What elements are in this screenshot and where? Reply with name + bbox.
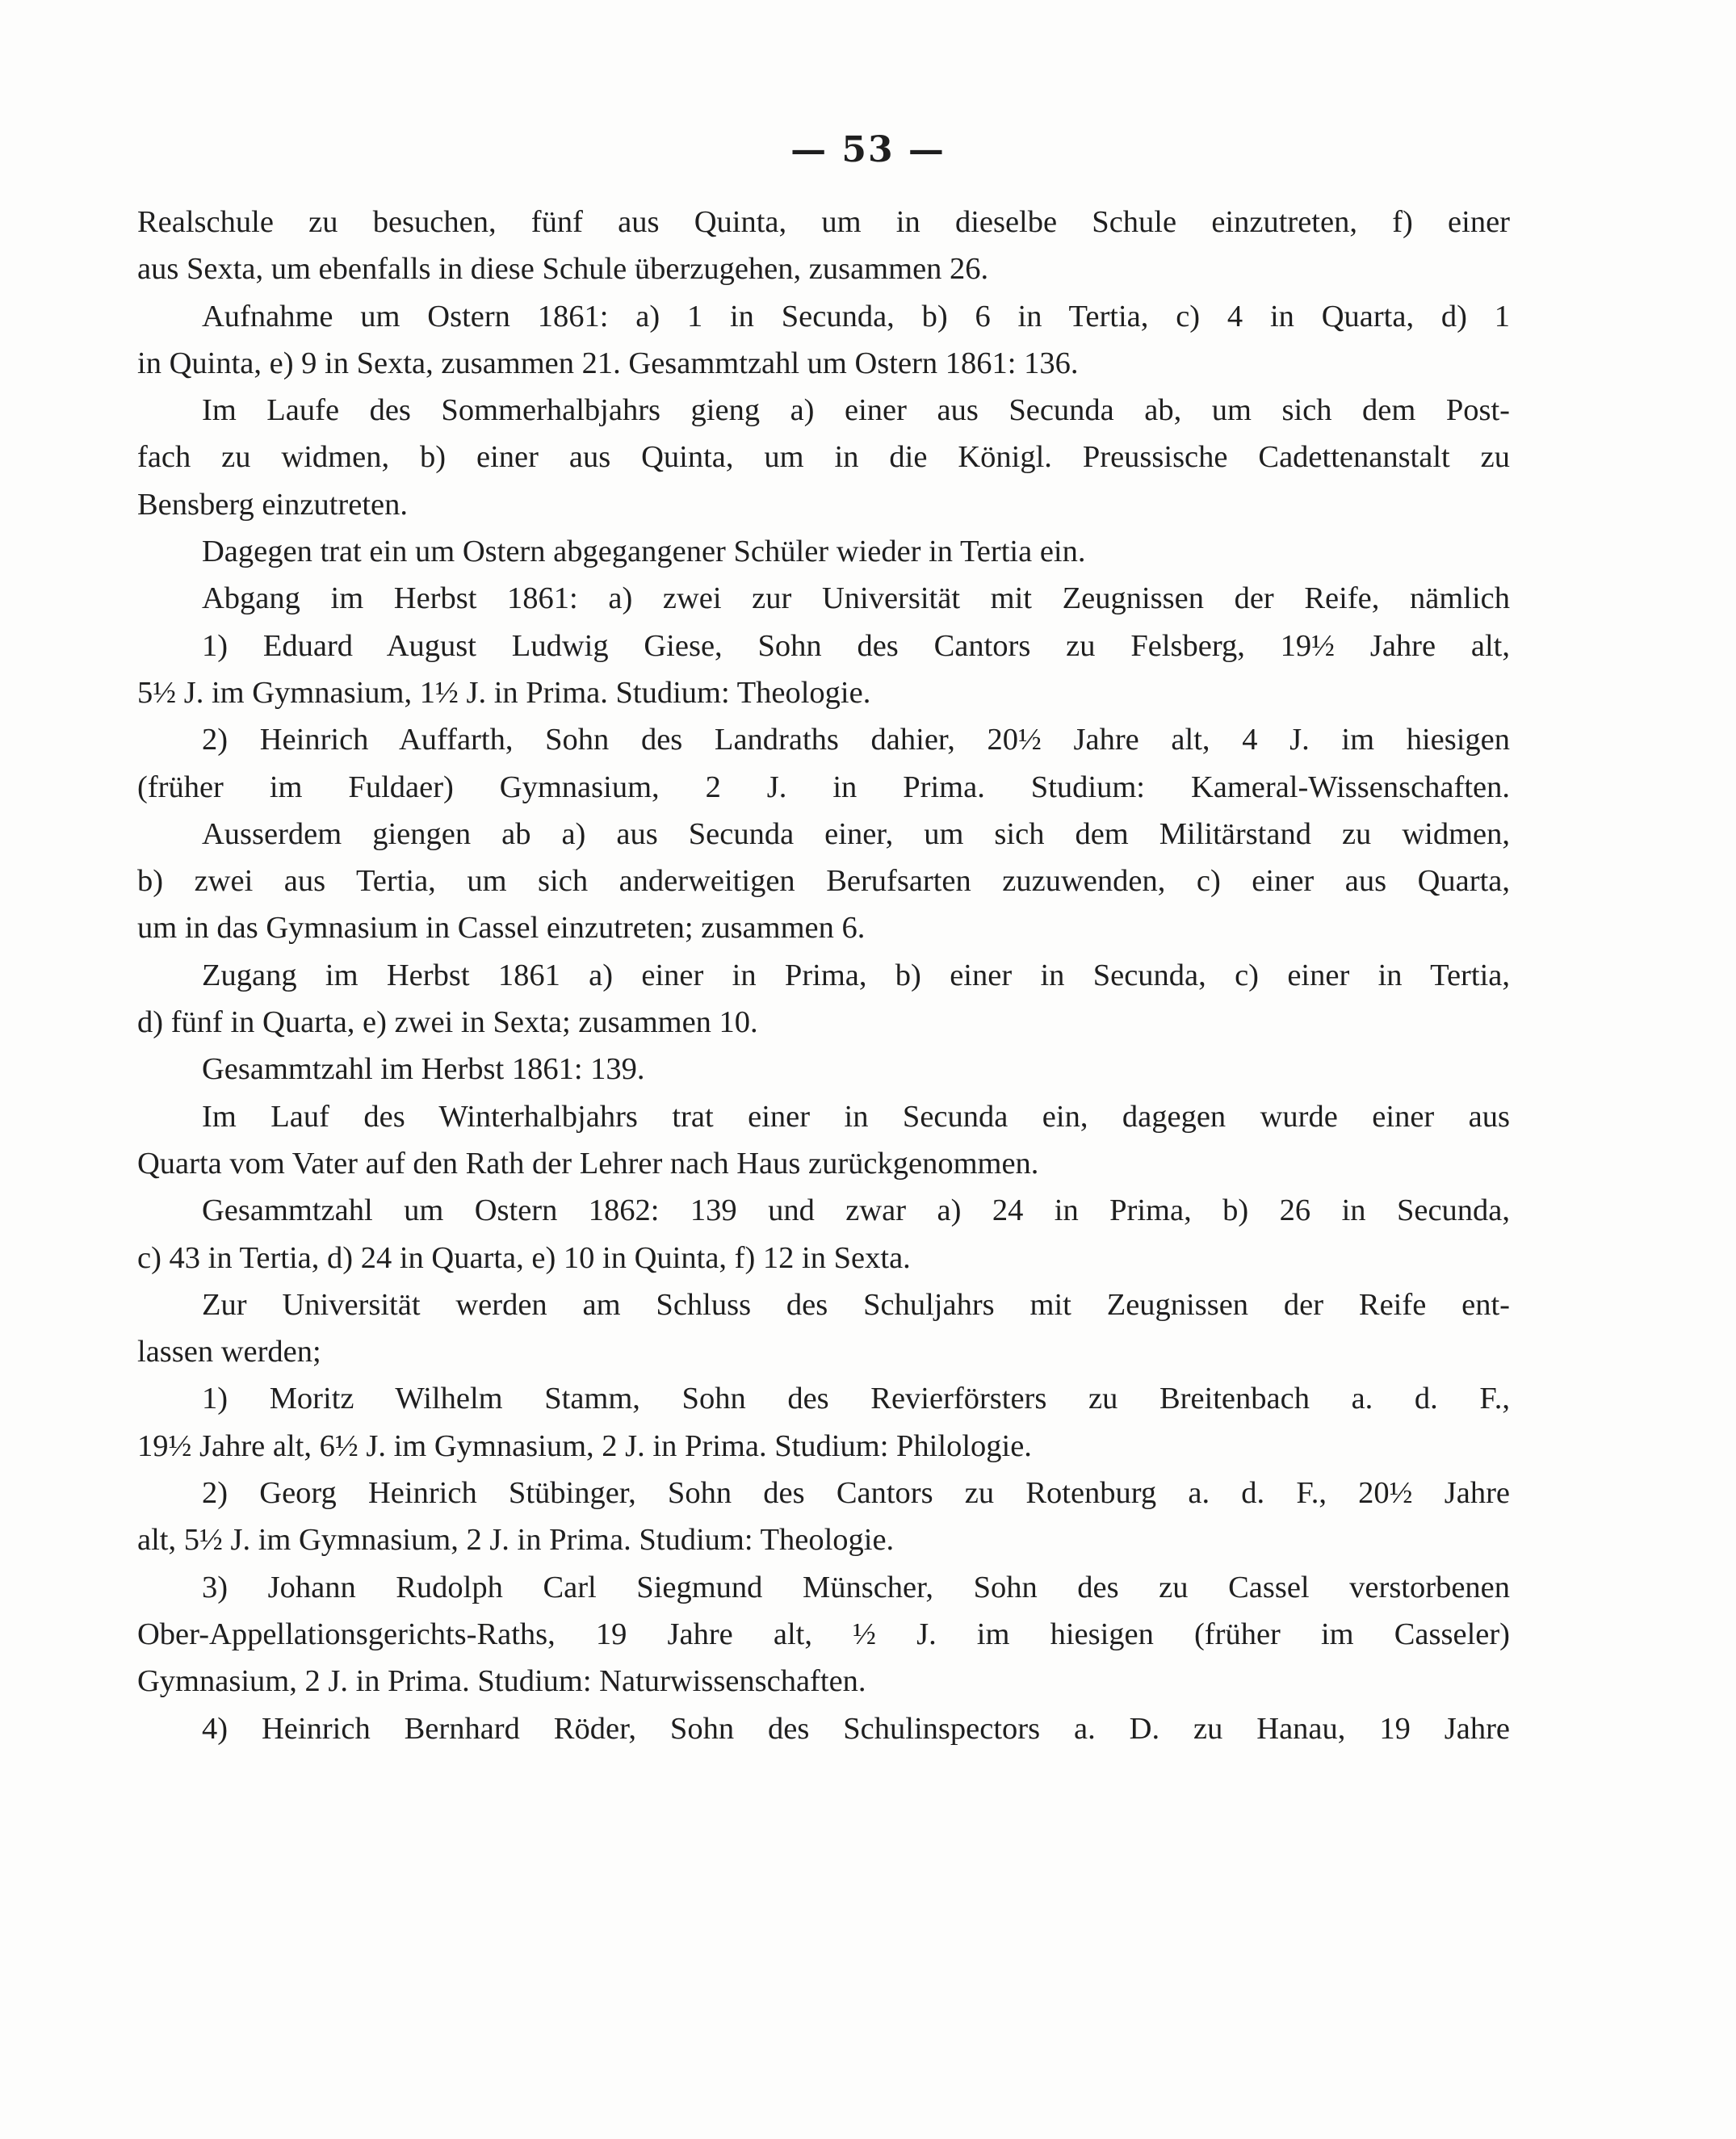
text-line: Gymnasium, 2 J. in Prima. Studium: Naturwissenschaften. <box>137 1664 866 1699</box>
text-line: Aufnahme um Ostern 1861: a) 1 in Secunda, b) 6 in Tertia, c) 4 in Quarta, d) 1 <box>202 299 1510 333</box>
body-text <box>137 199 1510 1752</box>
text-line: Dagegen trat ein um Ostern abgegangener Schüler wieder in Tertia ein. <box>202 535 1086 569</box>
text-line: Im Lauf des Winterhalbjahrs trat einer in Secunda ein, dagegen wurde einer aus <box>202 1099 1510 1134</box>
text-line: Quarta vom Vater auf den Rath der Lehrer nach Haus zurückgenommen. <box>137 1146 1039 1181</box>
text-line: Realschule zu besuchen, fünf aus Quinta, um in dieselbe Schule einzutreten, f) einer <box>137 205 1510 239</box>
text-line: Abgang im Herbst 1861: a) zwei zur Universität mit Zeugnissen der Reife, nämlich <box>202 581 1510 616</box>
text-line: (früher im Fuldaer) Gymnasium, 2 J. in Prima. Studium: Kameral-Wissenschaften. <box>137 770 1510 804</box>
text-line: in Quinta, e) 9 in Sexta, zusammen 21. Gesammtzahl um Ostern 1861: 136. <box>137 346 1079 380</box>
text-line: lassen werden; <box>137 1335 321 1369</box>
text-line: fach zu widmen, b) einer aus Quinta, um in die Königl. Preussische Cadettenanstalt zu <box>137 440 1510 475</box>
text-line: Gesammtzahl um Ostern 1862: 139 und zwar a) 24 in Prima, b) 26 in Secunda, <box>202 1193 1510 1228</box>
text-line: Zur Universität werden am Schluss des Schuljahrs mit Zeugnissen der Reife ent- <box>202 1287 1510 1322</box>
text-line: Ausserdem giengen ab a) aus Secunda einer, um sich dem Militärstand zu widmen, <box>202 816 1510 851</box>
text-line: Gesammtzahl im Herbst 1861: 139. <box>202 1052 645 1087</box>
text-line: alt, 5½ J. im Gymnasium, 2 J. in Prima. Studium: Theologie. <box>137 1523 895 1558</box>
text-line: c) 43 in Tertia, d) 24 in Quarta, e) 10 in Quinta, f) 12 in Sexta. <box>137 1240 911 1275</box>
text-line: 1) Moritz Wilhelm Stamm, Sohn des Revierförsters zu Breitenbach a. d. F., <box>202 1382 1510 1416</box>
page-number: — 53 — <box>790 129 946 170</box>
text-line: 2) Georg Heinrich Stübinger, Sohn des Cantors zu Rotenburg a. d. F., 20½ Jahre <box>202 1476 1510 1511</box>
text-line: aus Sexta, um ebenfalls in diese Schule überzugehen, zusammen 26. <box>137 252 989 287</box>
text-line: 2) Heinrich Auffarth, Sohn des Landraths dahier, 20½ Jahre alt, 4 J. im hiesigen <box>202 723 1510 757</box>
text-line: Zugang im Herbst 1861 a) einer in Prima, b) einer in Secunda, c) einer in Tertia, <box>202 958 1510 992</box>
text-line: Bensberg einzutreten. <box>137 487 408 522</box>
text-line: 19½ Jahre alt, 6½ J. im Gymnasium, 2 J. in Prima. Studium: Philologie. <box>137 1428 1032 1463</box>
text-line: 3) Johann Rudolph Carl Siegmund Münscher, Sohn des zu Cassel verstorbenen <box>202 1570 1510 1604</box>
text-line: 4) Heinrich Bernhard Röder, Sohn des Schulinspectors a. D. zu Hanau, 19 Jahre <box>202 1711 1510 1746</box>
text-line: Im Laufe des Sommerhalbjahrs gieng a) einer aus Secunda ab, um sich dem Post- <box>202 393 1510 428</box>
text-line: um in das Gymnasium in Cassel einzutreten; zusammen 6. <box>137 911 866 946</box>
text-line: d) fünf in Quarta, e) zwei in Sexta; zusammen 10. <box>137 1005 758 1040</box>
text-line: b) zwei aus Tertia, um sich anderweitigen Berufsarten zuzuwenden, c) einer aus Quarta, <box>137 864 1510 899</box>
text-line: 5½ J. im Gymnasium, 1½ J. in Prima. Studium: Theologie. <box>137 675 871 710</box>
text-line: Ober-Appellationsgerichts-Raths, 19 Jahre alt, ½ J. im hiesigen (früher im Casseler) <box>137 1617 1510 1651</box>
text-line: 1) Eduard August Ludwig Giese, Sohn des Cantors zu Felsberg, 19½ Jahre alt, <box>202 628 1510 663</box>
